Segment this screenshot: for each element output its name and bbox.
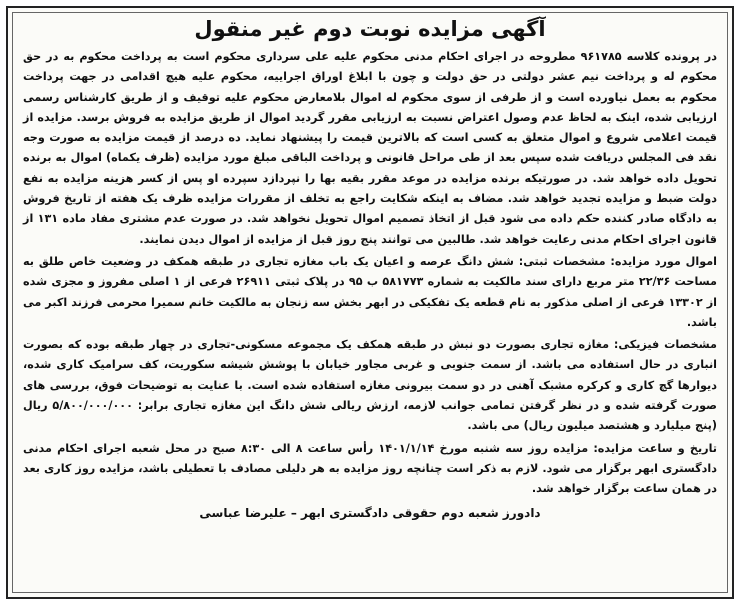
schedule-text: مزایده روز سه شنبه مورخ ۱۴۰۱/۱/۱۴ رأس ساعت ۸ الی ۸:۳۰ صبح در محل شعبه اجرای احکام مدنی دادگستری ابهر برگزار می شود. لازم به ذکر است چنانچه روز مزایده به هر دلیلی مصادف با تعطیلی باشد، مزایده روز کاری بعد در همان ساعت برگزار خواهد شد. xyxy=(23,441,717,496)
intro-paragraph: در پرونده کلاسه ۹۶۱۷۸۵ مطروحه در اجرای احکام مدنی محکوم علیه علی سرداری محکوم است به پرداخت محکوم به در حق محکوم له و پرداخت نیم عشر دولتی در حق دولت و چون با ابلاغ اوراق اجراییه، محکوم علیه هیچ اقدامی در جهت پرداخت محکوم به بعمل نیاورده است و از طرفی از سوی محکوم له اموال بلامعارض محکوم علیه توقیف و از طریق کارشناس رسمی ارزیابی شده، اینک به لحاظ عدم وصول اعتراض نسبت به ارزیابی مقرر گردید اموال از طریق مزایده به فروش برسد. مزایده از قیمت اعلامی شروع و اموال متعلق به کسی است که بالاترین قیمت را پیشنهاد نماید. ده درصد از قیمت مزایده به صورت وجه نقد فی المجلس دریافت شده سپس بعد از طی مراحل قانونی و پرداخت الباقی مبلغ مورد مزایده (ظرف یکماه) اموال به برنده تحویل داده خواهد شد. در صورتیکه برنده مزایده در موعد مقرر بقیه بها را نپردازد سپرده او پس از کسر هزینه مزایده به نفع دولت ضبط و مزایده تجدید خواهد شد. مضاف به اینکه شکایت راجع به تخلف از مقررات مزایده ظرف یک هفته از تاریخ فروش به دادگاه صادر کننده حکم داده می شود قبل از اتخاذ تصمیم اموال تحویل نخواهد شد. در صورت عدم مشتری مفاد ماده ۱۳۱ از قانون اجرای احکام مدنی رعایت خواهد شد. طالبین می توانند پنج روز قبل از مزایده از اموال دیدن نمایند. xyxy=(23,50,718,246)
schedule-section xyxy=(23,439,717,500)
notice-frame xyxy=(6,6,734,599)
signature-line: دادورز شعبه دوم حقوقی دادگستری ابهر – علیرضا عباسی xyxy=(199,505,541,520)
physical-section xyxy=(23,335,717,436)
notice-body xyxy=(12,12,728,593)
physical-label: مشخصات فیزیکی: xyxy=(613,338,717,352)
notice-title: آگهی مزایده نوبت دوم غیر منقول xyxy=(194,17,546,41)
registration-label: اموال مورد مزایده: مشخصات ثبتی: xyxy=(518,254,717,268)
registration-text: شش دانگ عرصه و اعیان یک باب مغازه تجاری در طبقه همکف در وضعیت خاص طلق به مساحت ۲۲/۳۶ متر مربع دارای سند مالکیت به شماره ۵۸۱۷۷۳ ب ۹۵ در پلاک ثبتی ۲۶۹۱۱ فرعی از ۱ اصلی مفروز و مجزی شده از ۱۳۳۰۲ فرعی از اصلی مذکور به نام قطعه یک تفکیکی در ابهر بخش سه زنجان به مالکیت خانم سمیرا محرمی فرزند اکبر می باشد. xyxy=(23,254,717,329)
schedule-label: تاریخ و ساعت مزایده: xyxy=(593,441,717,455)
physical-text: مغازه تجاری بصورت دو نبش در طبقه همکف یک مجموعه مسکونی-تجاری در چهار طبقه بوده که بصورت انباری در حال استفاده می باشد. از سمت جنوبی و غربی مجاور خیابان با پوشش شیشه سکوریت، کف سرامیک کاری شده، دیوارها گچ کاری و کرکره مشبک آهنی در دو سمت بیرونی مغازه استفاده شده است. با عنایت به توضیحات فوق، بررسی های صورت گرفته شده و در نظر گرفتن تمامی جوانب لازمه، ارزش ریالی شش دانگ این مغازه تجاری برابر: ۵/۸۰۰/۰۰۰/۰۰۰ ریال (پنج میلیارد و هشتصد میلیون ریال) می باشد. xyxy=(23,338,717,433)
registration-section xyxy=(23,252,717,333)
